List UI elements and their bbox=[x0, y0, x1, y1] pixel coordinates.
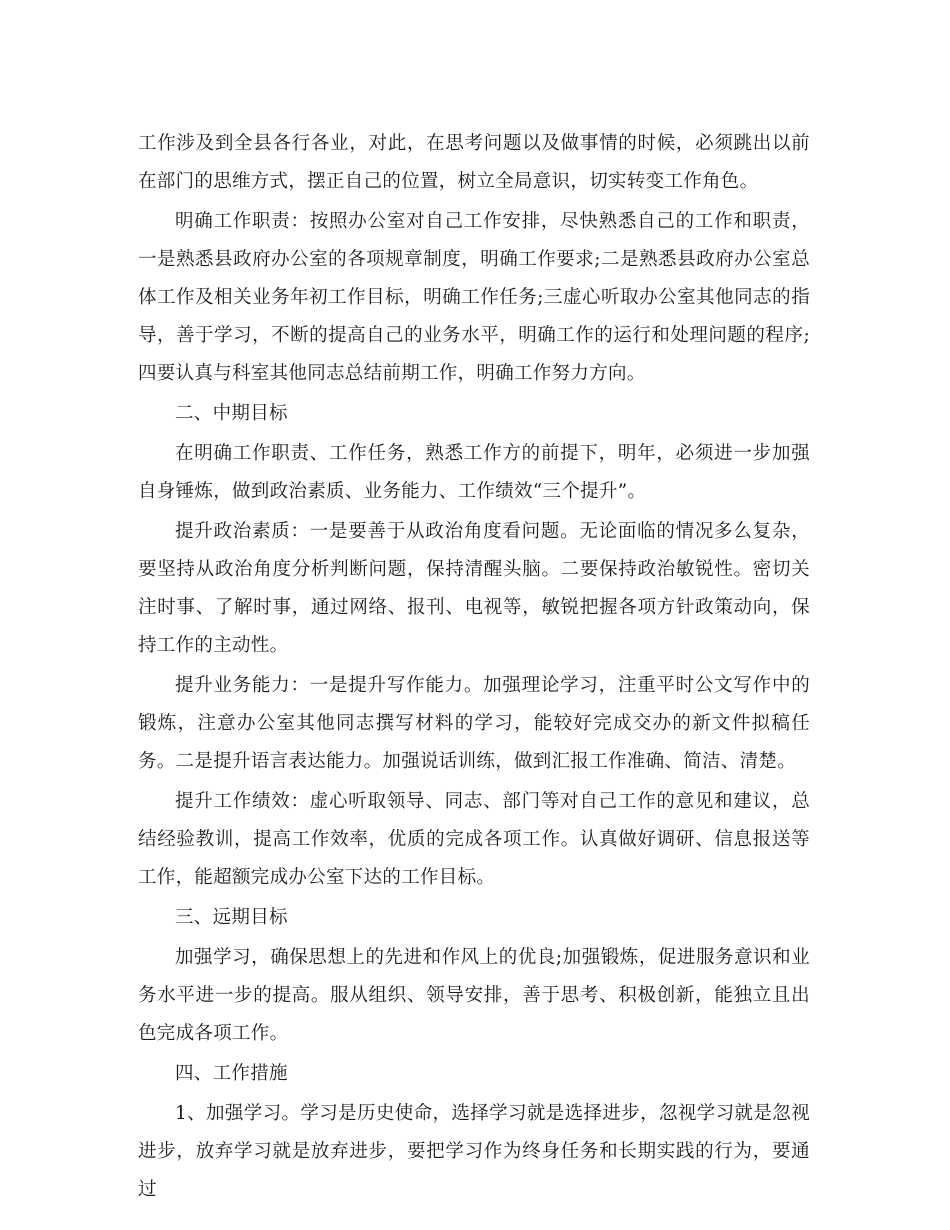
section-heading: 二、中期目标 bbox=[175, 403, 288, 424]
body-paragraph: 提升政治素质：一是要善于从政治角度看问题。无论面临的情况多么复杂，要坚持从政治角度分析判断问题，保持清醒头脑。二要保持政治敏锐性。密切关注时事、了解时事，通过网络、报刊、电视等，敏锐把握各项方针政策动向，保持工作的主动性。 bbox=[138, 521, 810, 656]
body-paragraph: 明确工作职责：按照办公室对自己工作安排，尽快熟悉自己的工作和职责，一是熟悉县政府办公室的各项规章制度，明确工作要求;二是熟悉县政府办公室总体工作及相关业务年初工作目标，明确工作任务;三虚心听取办公室其他同志的指导，善于学习，不断的提高自己的业务水平，明确工作的运行和处理问题的程序;四要认真与科室其他同志总结前期工作，明确工作努力方向。 bbox=[138, 211, 810, 384]
body-paragraph: 加强学习，确保思想上的先进和作风上的优良;加强锻炼，促进服务意识和业务水平进一步的提高。服从组织、领导安排，善于思考、积极创新，能独立且出色完成各项工作。 bbox=[138, 947, 810, 1044]
body-paragraph: 提升业务能力：一是提升写作能力。加强理论学习，注重平时公文写作中的锻炼，注意办公室其他同志撰写材料的学习，能较好完成交办的新文件拟稿任务。二是提升语言表达能力。加强说话训练，做到汇报工作准确、简洁、清楚。 bbox=[138, 675, 810, 772]
body-paragraph: 提升工作绩效：虚心听取领导、同志、部门等对自己工作的意见和建议，总结经验教训，提高工作效率，优质的完成各项工作。认真做好调研、信息报送等工作，能超额完成办公室下达的工作目标。 bbox=[138, 791, 810, 888]
body-paragraph: 在明确工作职责、工作任务，熟悉工作方的前提下，明年，必须进一步加强自身锤炼，做到政治素质、业务能力、工作绩效“三个提升”。 bbox=[138, 443, 810, 502]
document-page bbox=[138, 125, 810, 1209]
body-paragraph: 工作涉及到全县各行各业，对此，在思考问题以及做事情的时候，必须跳出以前在部门的思维方式，摆正自己的位置，树立全局意识，切实转变工作角色。 bbox=[138, 133, 810, 192]
section-heading: 三、远期目标 bbox=[175, 907, 288, 928]
body-paragraph: 1、加强学习。学习是历史使命，选择学习就是选择进步，忽视学习就是忽视进步，放弃学习就是放弃进步，要把学习作为终身任务和长期实践的行为，要通过 bbox=[138, 1103, 810, 1200]
section-heading: 四、工作措施 bbox=[175, 1063, 288, 1084]
